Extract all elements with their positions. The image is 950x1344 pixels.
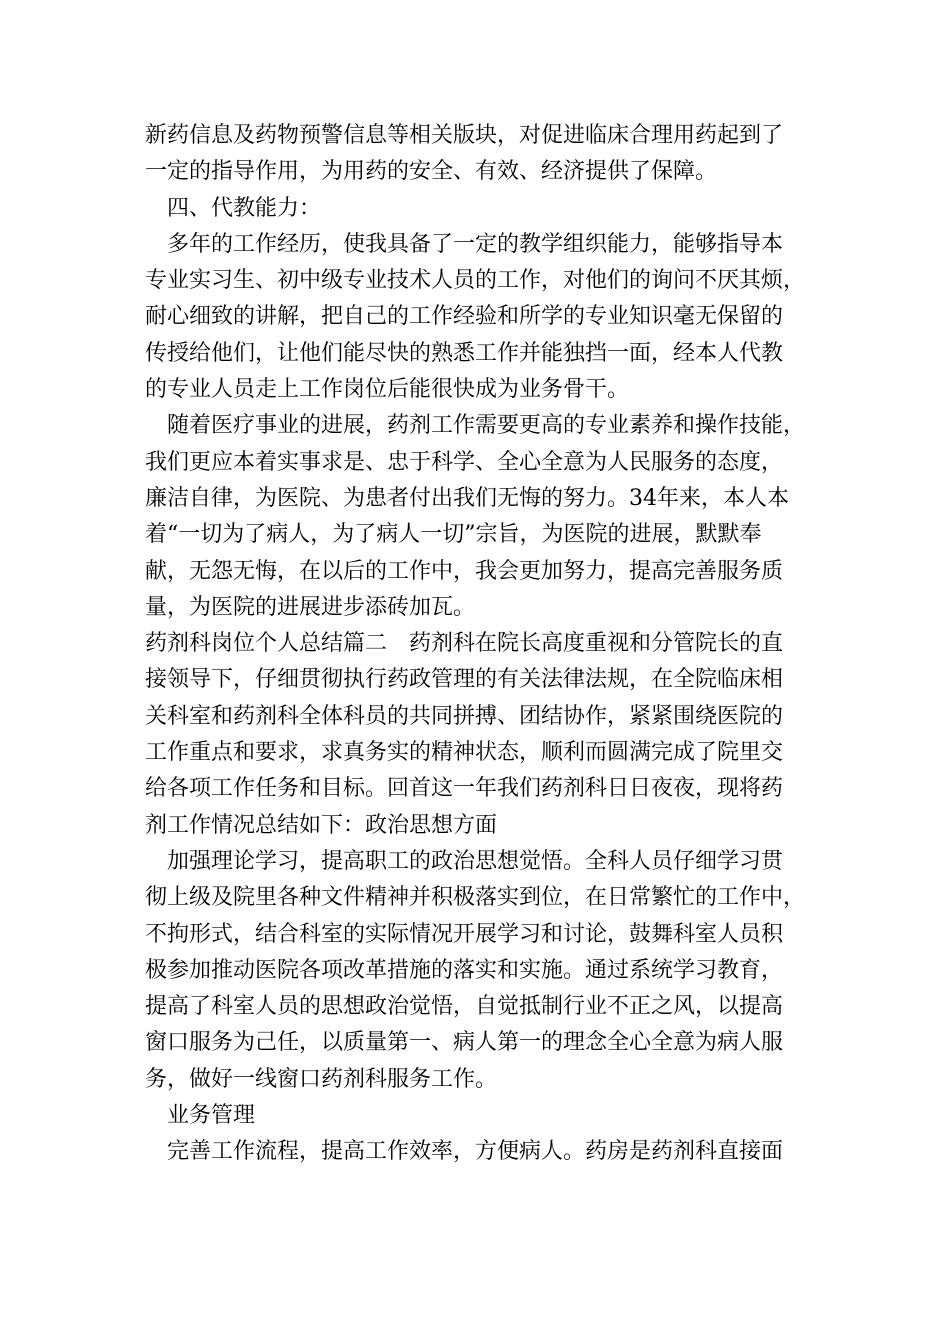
text-line: 窗口服务为己任，以质量第一、病人第一的理念全心全意为病人服: [145, 1030, 784, 1056]
text-line: 廉洁自律，为医院、为患者付出我们无悔的努力。34年来，本人本: [145, 485, 789, 511]
text-line: 药剂科岗位个人总结篇二 药剂科在院长高度重视和分管院长的直: [145, 631, 784, 657]
text-line: 量，为医院的进展进步添砖加瓦。: [145, 594, 476, 620]
text-line: 务，做好一线窗口药剂科服务工作。: [145, 1066, 498, 1092]
text-line: 的专业人员走上工作岗位后能很快成为业务骨干。: [145, 377, 630, 403]
text-line: 给各项工作任务和目标。回首这一年我们药剂科日日夜夜，现将药: [145, 776, 784, 802]
text-line: 提高了科室人员的思想政治觉悟，自觉抵制行业不正之风，以提高: [145, 994, 784, 1020]
text-line: 着“一切为了病人，为了病人一切”宗旨，为医院的进展，默默奉: [145, 522, 762, 548]
text-line: 加强理论学习，提高职工的政治思想觉悟。全科人员仔细学习贯: [167, 848, 784, 874]
text-line: 剂工作情况总结如下：政治思想方面: [145, 812, 498, 838]
section-heading: 业务管理: [167, 1103, 256, 1129]
text-line: 随着医疗事业的进展，药剂工作需要更高的专业素养和操作技能，: [167, 413, 806, 439]
text-line: 献，无怨无悔，在以后的工作中，我会更加努力，提高完善服务质: [145, 558, 784, 584]
text-line: 关科室和药剂科全体科员的共同拼搏、团结协作，紧紧围绕医院的: [145, 703, 784, 729]
document-page: [145, 118, 825, 1171]
text-line: 我们更应本着实事求是、忠于科学、全心全意为人民服务的态度，: [145, 449, 784, 475]
text-line: 新药信息及药物预警信息等相关版块，对促进临床合理用药起到了: [145, 123, 784, 148]
text-line: 一定的指导作用，为用药的安全、有效、经济提供了保障。: [145, 159, 718, 185]
text-line: 完善工作流程，提高工作效率，方便病人。药房是药剂科直接面: [167, 1139, 784, 1165]
text-line: 不拘形式，结合科室的实际情况开展学习和讨论，鼓舞科室人员积: [145, 921, 784, 947]
text-line: 多年的工作经历，使我具备了一定的教学组织能力，能够指导本: [167, 231, 784, 257]
text-line: 传授给他们，让他们能尽快的熟悉工作并能独挡一面，经本人代教: [145, 340, 784, 366]
section-heading: 四、代教能力：: [167, 195, 322, 221]
text-line: 专业实习生、初中级专业技术人员的工作，对他们的询问不厌其烦，: [145, 268, 806, 294]
text-line: 耐心细致的讲解，把自己的工作经验和所学的专业知识毫无保留的: [145, 304, 784, 330]
text-line: 接领导下，仔细贯彻执行药政管理的有关法律法规，在全院临床相: [145, 667, 784, 693]
text-line: 彻上级及院里各种文件精神并积极落实到位，在日常繁忙的工作中，: [145, 885, 806, 911]
text-line: 极参加推动医院各项改革措施的落实和实施。通过系统学习教育，: [145, 957, 784, 983]
text-line: 工作重点和要求，求真务实的精神状态，顺利而圆满完成了院里交: [145, 740, 784, 766]
